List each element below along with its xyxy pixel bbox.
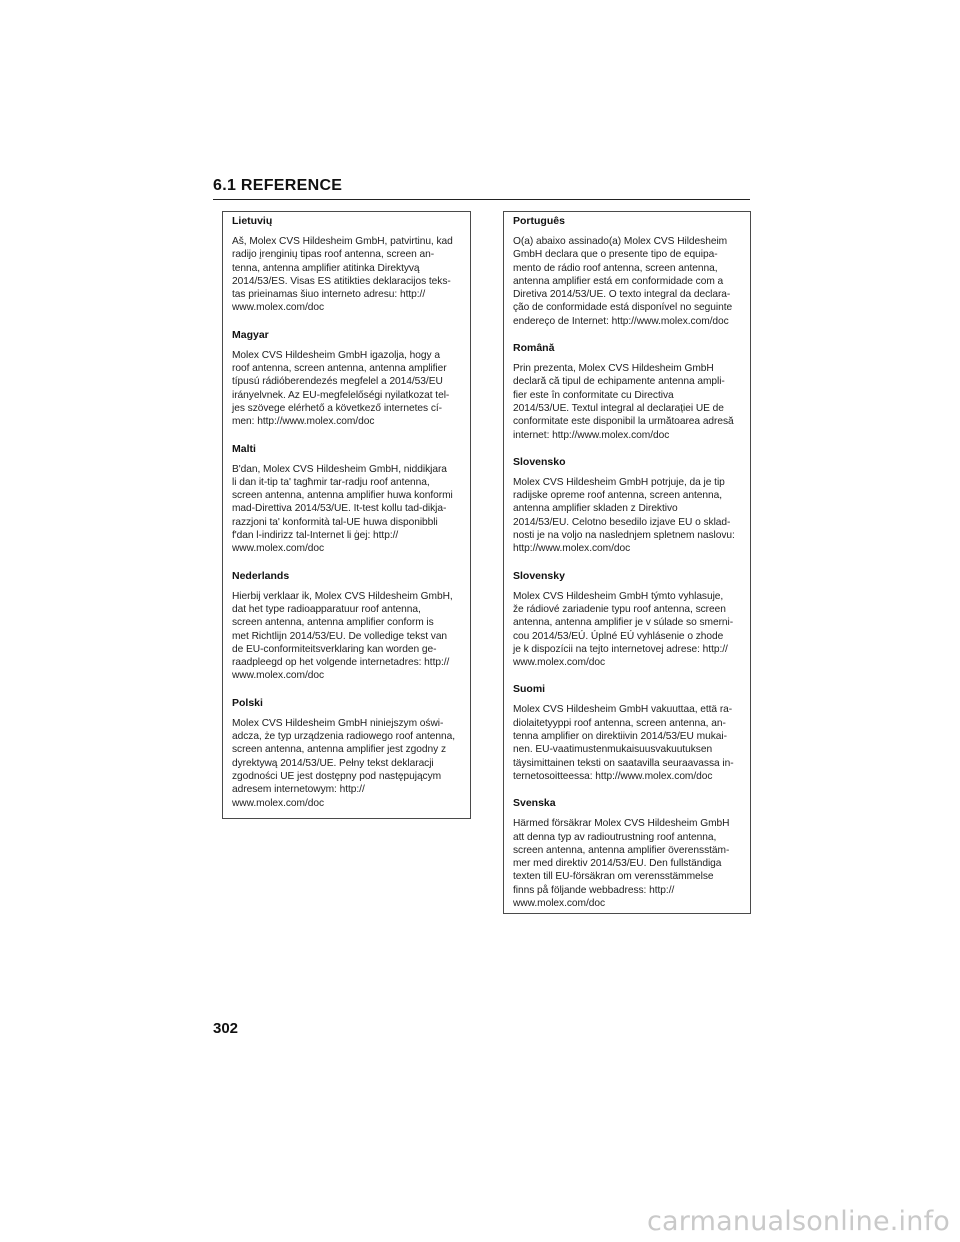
language-heading: Slovensky <box>513 569 565 582</box>
declaration-block <box>232 569 462 683</box>
declaration-text: Aš, Molex CVS Hildesheim GmbH, patvirtinu, kad radijo įrenginių tipas roof antenna, screen an- tenna, antenna amplifier atitinka Direktyvą 2014/53/ES. Visas ES atitikties deklaracijos teks- tas prieinamas šiuo interneto adresu: http:// www.molex.com/doc <box>232 236 453 314</box>
language-heading: Svenska <box>513 797 556 810</box>
page-number: 302 <box>213 1020 239 1037</box>
language-heading: Magyar <box>232 328 269 341</box>
declaration-block <box>513 455 742 556</box>
declaration-text: Härmed försäkrar Molex CVS Hildesheim GmbH att denna typ av radioutrustning roof antenna, screen antenna, antenna amplifier överensstäm- mer med direktiv 2014/53/EU. Den fullständiga texten till EU-försäkran om verensstämmelse finns på följande webbadress: http:// www.molex.com/doc <box>513 818 730 909</box>
declaration-block <box>232 328 462 429</box>
language-heading: Slovensko <box>513 455 566 468</box>
watermark: carmanualsonline.info <box>647 1206 950 1237</box>
declaration-text: O(a) abaixo assinado(a) Molex CVS Hildesheim GmbH declara que o presente tipo de equipa- mento de rádio roof antenna, screen antenna, antenna amplifier está em conformidade com a Diretiva 2014/53/UE. O texto integral da declara- ção de conformidade está disponível no seguinte endereço de Internet: http://www.molex.com/doc <box>513 236 733 327</box>
declaration-text: Molex CVS Hildesheim GmbH potrjuje, da je tip radijske opreme roof antenna, screen antenna, antenna amplifier skladen z Direktivo 2014/53/EU. Celotno besedilo izjave EU o sklad- nosti je na voljo na naslednjem spletnem naslovu: http://www.molex.com/doc <box>513 476 735 555</box>
declaration-text: Hierbij verklaar ik, Molex CVS Hildesheim GmbH, dat het type radioapparatuur roof antenna, screen antenna, antenna amplifier conform is met Richtlijn 2014/53/EU. De volledige tekst van de EU-conformiteitsverklaring kan worden ge- raadpleegd op het volgende internetadres: http:// www.molex.com/doc <box>232 590 453 682</box>
section-divider <box>213 199 750 200</box>
language-heading: Nederlands <box>232 569 290 582</box>
language-heading: Română <box>513 342 555 355</box>
declaration-block <box>513 682 742 783</box>
section-title: 6.1 REFERENCE <box>213 177 343 194</box>
declaration-text: Molex CVS Hildesheim GmbH týmto vyhlasuje, že rádiové zariadenie typu roof antenna, screen antenna, antenna amplifier je v súlade so smerni- cou 2014/53/EÚ. Úplné EÚ vyhlásenie o zhode je k dispozícii na tejto internetovej adrese: http:// www.molex.com/doc <box>513 590 734 669</box>
declaration-text: B'dan, Molex CVS Hildesheim GmbH, niddikjara li dan it-tip ta' tagħmir tar-radju roof antenna, screen antenna, antenna amplifier huwa konformi mad-Direttiva 2014/53/UE. It-test kollu tad-dikja- razzjoni ta' konformità tal-UE huwa disponibbli f'dan l-indirizz tal-Internet li ġej: http:// www.molex.com/doc <box>232 463 453 555</box>
language-heading: Polski <box>232 696 263 709</box>
declarations-right-column <box>503 211 751 914</box>
declaration-block <box>232 442 462 556</box>
section-header <box>213 176 750 200</box>
declaration-block <box>513 341 742 442</box>
declaration-block <box>232 214 462 315</box>
language-heading: Malti <box>232 442 256 455</box>
declaration-block <box>513 796 742 910</box>
declaration-block <box>513 569 742 670</box>
declaration-text: Molex CVS Hildesheim GmbH niniejszym oświ- adcza, że typ urządzenia radiowego roof antenna, screen antenna, antenna amplifier jest zgodny z dyrektywą 2014/53/UE. Pełny tekst deklaracji zgodności UE jest dostępny pod następującym adresem internetowym: http:// www.molex.com/doc <box>232 717 456 809</box>
declaration-text: Molex CVS Hildesheim GmbH igazolja, hogy a roof antenna, screen antenna, antenna amplifier típusú rádióberendezés megfelel a 2014/53/EU irányelvnek. Az EU-megfelelőségi nyilatkozat tel- jes szövege elérhető a következő internetes cí- men: http://www.molex.com/doc <box>232 349 450 428</box>
declaration-block <box>232 696 462 810</box>
language-heading: Português <box>513 215 565 227</box>
language-heading: Lietuvių <box>232 215 273 227</box>
declaration-block <box>513 214 742 328</box>
declarations-left-column <box>222 211 471 819</box>
declaration-text: Molex CVS Hildesheim GmbH vakuuttaa, että ra- diolaitetyyppi roof antenna, screen antenna, an- tenna amplifier on direktiivin 2014/53/EU mukai- nen. EU-vaatimustenmukaisuusvakuutuksen täysimittainen teksti on saatavilla seuraavassa in- ternetosoitteessa: http://www.molex.com/doc <box>513 704 734 782</box>
declaration-text: Prin prezenta, Molex CVS Hildesheim GmbH declară că tipul de echipamente antenna ampli- fier este în conformitate cu Directiva 2014/53/UE. Textul integral al declarației UE de conformitate este disponibil la următoarea adresă internet: http://www.molex.com/doc <box>513 363 734 441</box>
language-heading: Suomi <box>513 683 546 696</box>
